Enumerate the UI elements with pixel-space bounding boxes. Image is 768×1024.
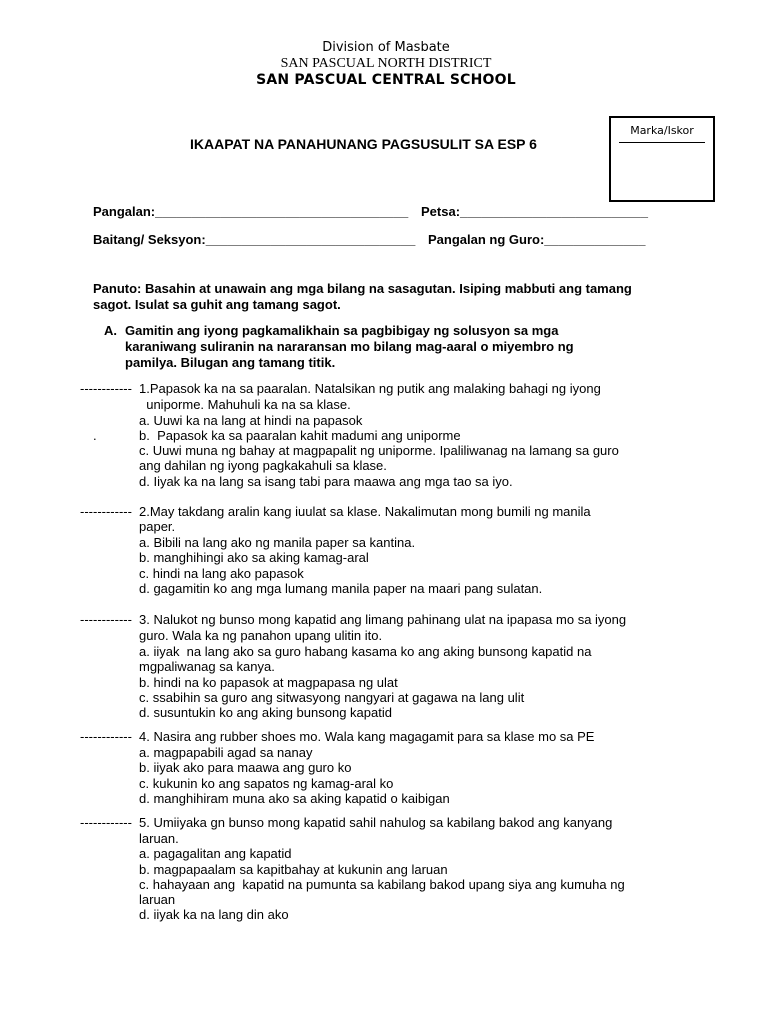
school-heading: SAN PASCUAL CENTRAL SCHOOL [256, 72, 516, 88]
section-a-line: pamilya. Bilugan ang tamang titik. [125, 355, 336, 370]
answer-option: b. hindi na ko papasok at magpapasa ng ulat [139, 675, 398, 690]
answer-option: d. iiyak ka na lang din ako [139, 907, 289, 922]
grade-section-field: Baitang/ Seksyon:_____________________________ [93, 232, 416, 247]
answer-option: c. kukunin ko ang sapatos ng kamag-aral ko [139, 776, 394, 791]
answer-option: a. pagagalitan ang kapatid [139, 846, 292, 861]
stray-mark: . [93, 428, 97, 443]
answer-option: c. hindi na lang ako papasok [139, 566, 304, 581]
answer-option: d. manghihiram muna ako sa aking kapatid o kaibigan [139, 791, 450, 806]
score-box [609, 116, 715, 202]
instructions: Panuto: Basahin at unawain ang mga bilang na sasagutan. Isiping mabbuti ang tamang sagot. Isulat sa guhit ang tamang sagot. [93, 281, 632, 312]
section-a-marker: A. [104, 323, 117, 338]
answer-option: mgpaliwanag sa kanya. [139, 659, 275, 674]
score-label: Marka/Iskor [630, 124, 694, 137]
answer-blank: ------------ [80, 612, 132, 627]
answer-blank: ------------ [80, 381, 132, 396]
exam-title: IKAAPAT NA PANAHUNANG PAGSUSULIT SA ESP 6 [190, 136, 537, 152]
division-heading: Division of Masbate [322, 40, 450, 55]
name-field: Pangalan:___________________________________ [93, 204, 409, 219]
question-stem: 1.Papasok ka na sa paaralan. Natalsikan ng putik ang malaking bahagi ng iyong [139, 381, 601, 396]
answer-option: a. magpapabili agad sa nanay [139, 745, 313, 760]
answer-option: a. Bibili na lang ako ng manila paper sa kantina. [139, 535, 416, 550]
answer-option: b. Papasok ka sa paaralan kahit madumi ang uniporme [139, 428, 461, 443]
district-heading: SAN PASCUAL NORTH DISTRICT [280, 56, 492, 71]
answer-blank: ------------ [80, 504, 132, 519]
answer-option: a. Uuwi ka na lang at hindi na papasok [139, 413, 363, 428]
answer-blank: ------------ [80, 729, 132, 744]
answer-option: c. ssabihin sa guro ang sitwasyong nangyari at gagawa na lang ulit [139, 690, 525, 705]
answer-option: d. susuntukin ko ang aking bunsong kapatid [139, 705, 392, 720]
answer-option: b. magpapaalam sa kapitbahay at kukunin ang laruan [139, 862, 448, 877]
answer-option: ang dahilan ng iyong pagkakahuli sa klase. [139, 458, 387, 473]
answer-option: d. gagamitin ko ang mga lumang manila paper na maari pang sulatan. [139, 581, 543, 596]
answer-blank: ------------ [80, 815, 132, 830]
section-a-line: Gamitin ang iyong pagkamalikhain sa pagbibigay ng solusyon sa mga [125, 323, 559, 338]
answer-option: b. iiyak ako para maawa ang guro ko [139, 760, 352, 775]
answer-option: c. hahayaan ang kapatid na pumunta sa kabilang bakod upang siya ang kumuha ng [139, 877, 625, 892]
question-stem: uniporme. Mahuhuli ka na sa klase. [139, 397, 351, 412]
answer-option: laruan [139, 892, 176, 907]
section-a-line: karaniwang suliranin na nararansan mo bilang mag-aaral o miyembro ng [125, 339, 574, 354]
question-stem: 4. Nasira ang rubber shoes mo. Wala kang magagamit para sa klase mo sa PE [139, 729, 595, 744]
question-stem: 3. Nalukot ng bunso mong kapatid ang limang pahinang ulat na ipapasa mo sa iyong [139, 612, 627, 627]
question-stem: paper. [139, 519, 176, 534]
answer-option: c. Uuwi muna ng bahay at magpapalit ng uniporme. Ipaliliwanag na lamang sa guro [139, 443, 619, 458]
answer-option: a. iiyak na lang ako sa guro habang kasama ko ang aking bunsong kapatid na [139, 644, 592, 659]
question-stem: laruan. [139, 831, 179, 846]
teacher-field: Pangalan ng Guro:______________ [428, 232, 646, 247]
question-stem: 5. Umiiyaka gn bunso mong kapatid sahil nahulog sa kabilang bakod ang kanyang [139, 815, 613, 830]
score-label-underline [619, 142, 705, 143]
date-field: Petsa:__________________________ [421, 204, 648, 219]
answer-option: b. manghihingi ako sa aking kamag-aral [139, 550, 369, 565]
question-stem: 2.May takdang aralin kang iuulat sa klase. Nakalimutan mong bumili ng manila [139, 504, 591, 519]
answer-option: d. Iiyak ka na lang sa isang tabi para maawa ang mga tao sa iyo. [139, 474, 513, 489]
question-stem: guro. Wala ka ng panahon upang ulitin ito. [139, 628, 383, 643]
